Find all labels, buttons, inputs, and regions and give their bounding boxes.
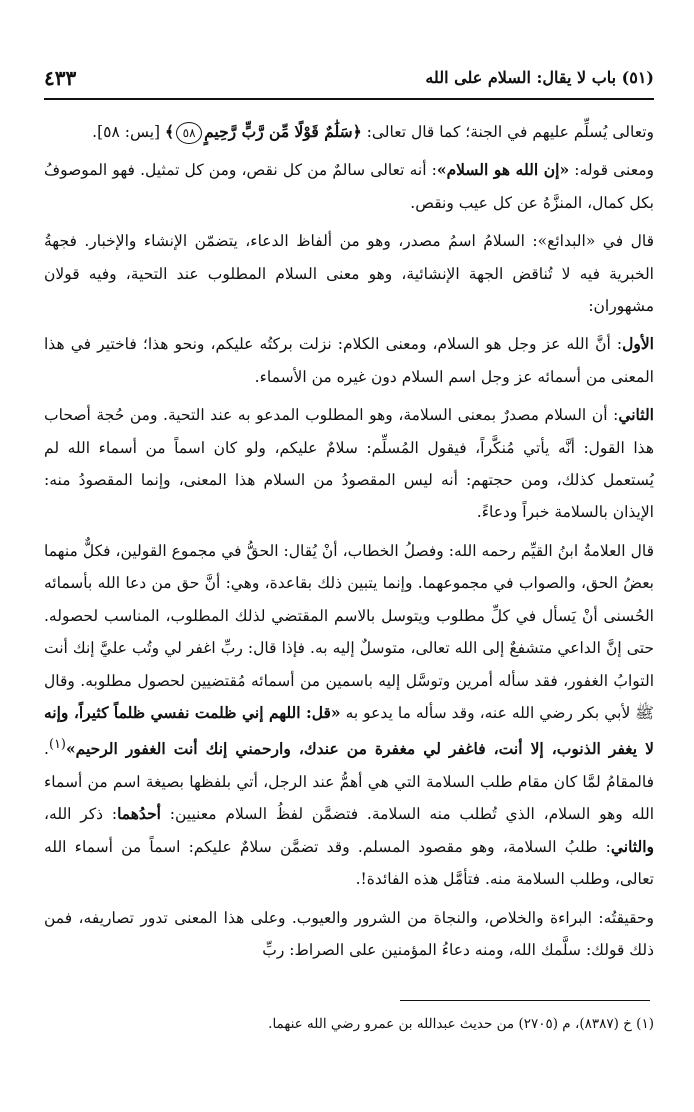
footnote-separator <box>400 1000 650 1001</box>
text-run: : أنَّ الله عز وجل هو السلام، ومعنى الكلام: نزلت بركتُه عليكم، ونحو هذا؛ فاختير في هذا المعنى من أسمائه عز وجل اسم السلام دون غيره من الأسماء. <box>44 335 654 386</box>
text-run: قال العلامةُ ابنُ القيِّم رحمه الله: وفصلُ الخطاب، أنْ يُقال: الحقُّ في مجموع القولين، فكلٌّ منهما بعضُ الحق، والصواب في مجموعهما. وإنما يتبين ذلك بقاعدة، وهي: أنَّ حق من دعا الله بأسمائه الحُسنى أنْ يَسأل في كلِّ مطلوب ويتوسل بالاسم المقتضي لذلك المطلوب، المناسب لحصوله. حتى إنَّ الداعي متشفعٌ إلى الله تعالى، متوسلٌ إليه به. فإذا قال: ربِّ اغفر لي وتُب عليَّ إنك أنت التوابُ الغفور، فقد سأله أمرين وتوسَّل إليه باسمين من أسمائه مُقتضيين لحصول مطلوبه. وقال ﷺ لأبي بكر رضي الله عنه، وقد سأله ما يدعو به <box>44 541 655 722</box>
paragraph-2 <box>44 154 654 219</box>
quran-verse: ﴿سَلَٰمٌ قَوْلًا مِّن رَّبٍّ رَّحِيمٍ <box>204 122 362 141</box>
paragraph-7: وحقيقتُه: البراءة والخلاص، والنجاة من الشرور والعيوب. وعلى هذا المعنى تدور تصاريفه، فمن ذلك قولك: سلَّمك الله، ومنه دعاءُ المؤمنين على الصراط: ربِّ <box>44 908 654 959</box>
footnote-reference[interactable]: (١) <box>48 737 66 753</box>
text-run: ومعنى قوله: <box>569 161 654 180</box>
first-opinion-label: الأول <box>622 334 654 354</box>
page-number: ٤٣٣ <box>44 66 77 90</box>
paragraph-1 <box>44 116 654 148</box>
hadith-quote: «إن الله هو السلام» <box>436 160 570 180</box>
text-run: : ذكر الله، <box>44 805 118 824</box>
chapter-title: (٥١) باب لا يقال: السلام على الله <box>425 68 654 87</box>
text-run: : طلبُ السلامة، وهو مقصود المسلم. وقد تضمَّن سلامٌ عليكم: اسماً من أسماء الله تعالى، وطلب السلامة منه. فتأمَّل هذه الفائدة!. <box>44 837 654 889</box>
paragraph-3: قال في «البدائع»: السلامُ اسمُ مصدر، وهو من ألفاظ الدعاء، يتضمّن الإنشاء والإخبار. فجهةُ الخبرية فيه لا تُناقض الجهة الإنشائية، وهو معنى السلام المطلوب عند التحية، وفيه قولان مشهوران: <box>44 232 654 316</box>
paragraph-5 <box>44 399 654 529</box>
text-run: . فالمقامُ لمَّا كان مقام طلب السلامة التي هي أهمُّ عند الرجل، أتي بلفظها بصيغة اسم من أسماء الله وهو السلام، الذي تُطلب منه السلامة. فتضمَّن لفظُ السلام معنيين: <box>44 740 654 824</box>
second-opinion-label: الثاني <box>618 405 654 425</box>
first-meaning-label: أحدُهما <box>117 804 161 824</box>
hadith-quote: «قل: اللهم إني ظلمت نفسي ظلماً كثيراً، وإنه لا يغفر الذنوب، إلا أنت، فاغفر لي مغفرة من عندك، وارحمني إنك أنت الغفور الرحيم» <box>44 702 654 759</box>
verse-citation: [يس: ٥٨]. <box>92 123 166 141</box>
main-text <box>44 116 654 972</box>
text-run: : أنه تعالى سالمٌ من كل نقص، ومن كل تمثيل. فهو الموصوفُ بكل كمال، المنزَّهُ عن كل عيب ونقص. <box>44 161 654 212</box>
running-header <box>44 64 654 100</box>
verse-close-bracket: ﴾ <box>165 122 175 141</box>
paragraph-6 <box>44 535 654 896</box>
paragraph-4 <box>44 328 654 393</box>
footnote: (١) خ (٨٣٨٧)، م (٢٧٠٥) من حديث عبدالله بن عمرو رضي الله عنهما. <box>268 1016 654 1032</box>
verse-number-marker: ٥٨ <box>176 122 202 144</box>
text-run: : أن السلام مصدرٌ بمعنى السلامة، وهو المطلوب المدعو به عند التحية. ومن حُجة أصحاب هذا القول: أنَّه يأتي مُنكَّراً، فيقول المُسلِّم: سلامٌ عليكم، ولو كان اسماً من أسماء الله لم يُستعمل كذلك، ومن حجتهم: أنه ليس المقصودُ من السلام هذا المعنى، وإنما المقصودُ منه: الإيذان بالسلامة خبراً ودعاءً. <box>44 406 654 522</box>
second-meaning-label: والثاني <box>610 836 654 856</box>
text-run: وتعالى يُسلِّم عليهم في الجنة؛ كما قال تعالى: <box>361 123 654 141</box>
